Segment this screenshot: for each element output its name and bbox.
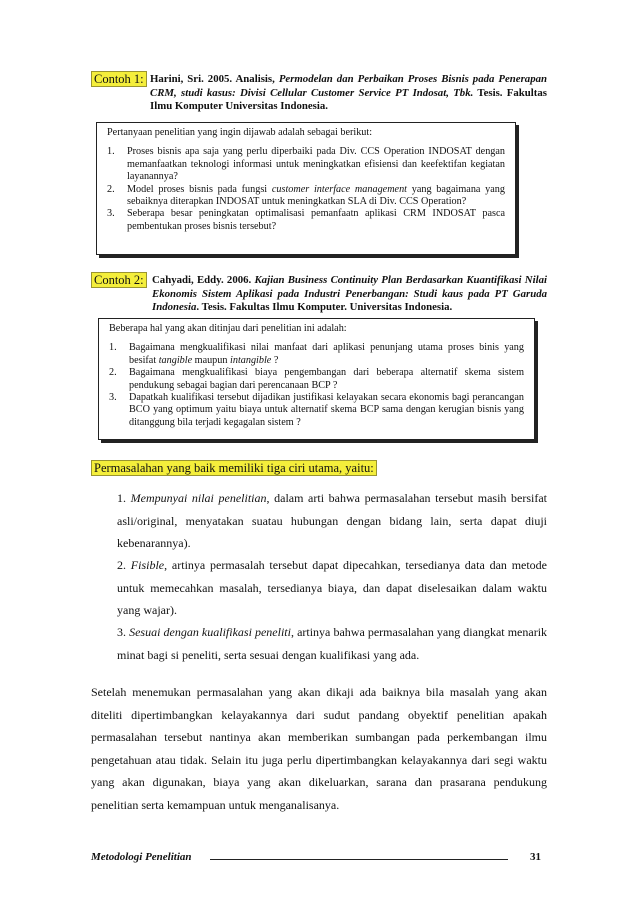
list-item: 2. Bagaimana mengkualifikasi biaya pengembangan dari beberapa alternatif skema sistem pendukung sebagai bagian dari perencanaan BCP ? [109, 367, 524, 391]
list-item: 3. Seberapa besar peningkatan optimalisasi pemanfaatn aplikasi CRM INDOSAT pasca pembentukan proses bisnis tersebut? [107, 208, 505, 232]
contoh-2-reference: Cahyadi, Eddy. 2006. Kajian Business Continuity Plan Berdasarkan Kuantifikasi Nilai Ekonomis Sistem Aplikasi pada Industri Penerbangan: Studi kaus pada PT Garuda Indonesia. Tesis. Fakultas Ilmu Komputer. Universitas Indonesia. [152, 274, 547, 313]
section-heading: Permasalahan yang baik memiliki tiga ciri utama, yaitu: [91, 461, 377, 476]
contoh-2-label: Contoh 2: [91, 273, 147, 288]
ciri-item-2: 2. Fisible, artinya permasalah tersebut dapat dipecahkan, tersedianya data dan metode untuk memecahkan masalah, tersedianya biaya, dan dapat diselesaikan dalam waktu yang wajar). [117, 558, 548, 618]
page-number: 31 [530, 851, 541, 863]
box-intro: Beberapa hal yang akan ditinjau dari penelitian ini adalah: [109, 323, 347, 334]
ciri-item-3: 3. Sesuai dengan kualifikasi peneliti, artinya bahwa permasalahan yang diangkat menarik minat bagi si peneliti, serta sesuai dengan kualifikasi yang ada. [117, 625, 548, 662]
box-intro: Pertanyaan penelitian yang ingin dijawab adalah sebagai berikut: [107, 127, 373, 138]
body-paragraph: Setelah menemukan permasalahan yang akan dikaji ada baiknya bila masalah yang akan diteliti dipertimbangkan kelayakannya dari sudut pandang obyektif penelitian apakah permasalahan tersebut nantinya akan memberikan sumbangan pada perkembangan ilmu pengetahuan atau tidak. Selain itu juga perlu dipertimbangkan kelayakannya dari segi waktu yang akan digunakan, biaya yang akan dikeluarkan, sarana dan prasarana pendukung penelitian serta kemampuan untuk menganalisanya. [91, 685, 547, 812]
contoh-1-question-box [96, 122, 516, 255]
list-item: 2. Model proses bisnis pada fungsi customer interface management yang bagaimana yang sebaiknya diterapkan INDOSAT untuk meningkatkan SLA di Div. CCS Operation? [107, 183, 505, 208]
footer-title: Metodologi Penelitian [91, 851, 192, 863]
contoh-2-question-box [98, 318, 535, 440]
contoh-1-label: Contoh 1: [91, 72, 147, 87]
footer-divider [210, 859, 508, 860]
list-item: 1. Bagaimana mengkualifikasi nilai manfaat dari aplikasi penunjang utama proses binis yang besifat tangible maupun intangible ? [109, 342, 524, 366]
contoh-1-reference: Harini, Sri. 2005. Analisis, Permodelan dan Perbaikan Proses Bisnis pada Penerapan CRM, studi kasus: Divisi Cellular Customer Service PT Indosat, Tbk. Tesis. Fakultas Ilmu Komputer Universitas Indonesia. [150, 73, 547, 112]
ciri-item-1: 1. Mempunyai nilai penelitian, dalam arti bahwa permasalahan tersebut masih bersifat asli/original, menyatakan suatau hubungan dengan bidang lain, serta dapat diuji kebenarannya). [117, 491, 548, 551]
list-item: 1. Proses bisnis apa saja yang perlu diperbaiki pada Div. CCS Operation INDOSAT dengan memanfaatkan teknologi informasi untuk meningkatkan efisiensi dan keefektifan kegiatan layanannya? [107, 146, 505, 183]
list-item: 3. Dapatkah kualifikasi tersebut dijadikan justifikasi kelayakan secara ekonomis bagi perancangan BCO yang optimum yaitu biaya untuk alternatif skema BCP sama dengan kerugian bisnis yang ditanggung bila terjadi kegagalan sistem ? [109, 392, 524, 428]
